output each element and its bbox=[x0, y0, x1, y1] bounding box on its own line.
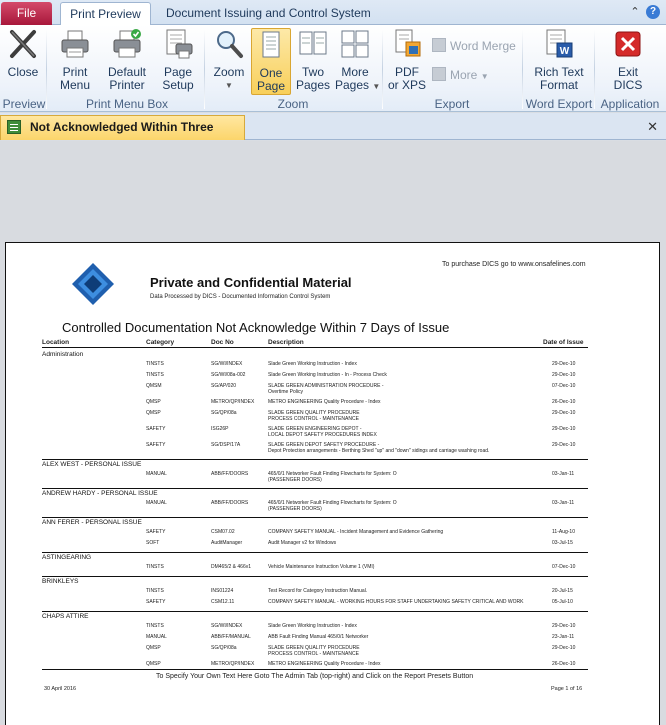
row-description: ABB Fault Finding Manual 465/0/1 Networker bbox=[268, 634, 369, 640]
row-doc-no: METRO/QP/INDEX bbox=[211, 661, 255, 667]
row-date: 20-Jul-15 bbox=[552, 588, 573, 594]
row-category: QMSP bbox=[146, 645, 161, 651]
row-category: TINSTS bbox=[146, 564, 164, 570]
row-date: 11-Aug-10 bbox=[552, 529, 575, 535]
row-description: SLADE GREEN ENGINEERING DEPOT - bbox=[268, 426, 362, 432]
row-date: 29-Dec-10 bbox=[552, 623, 576, 629]
report-icon bbox=[7, 120, 21, 134]
row-category: TINSTS bbox=[146, 623, 164, 629]
group-header: BRINKLEYS bbox=[42, 578, 79, 585]
row-description: METRO ENGINEERING Quality Procedure - Index bbox=[268, 399, 381, 405]
row-description: METRO ENGINEERING Quality Procedure - Index bbox=[268, 661, 381, 667]
row-category: SAFETY bbox=[146, 426, 166, 432]
zoom-dropdown-icon: ▼ bbox=[225, 81, 233, 90]
word-merge-button: Word Merge bbox=[432, 38, 516, 54]
row-category: MANUAL bbox=[146, 471, 167, 477]
row-description-line2: LOCAL DEPOT SAFETY PROCEDURES INDEX bbox=[268, 432, 377, 438]
row-date: 23-Jan-11 bbox=[552, 634, 575, 640]
tab-print-preview[interactable]: Print Preview bbox=[60, 2, 151, 26]
row-doc-no: SG/QP/08a bbox=[211, 645, 237, 651]
row-category: SAFETY bbox=[146, 599, 166, 605]
default-printer-icon bbox=[111, 28, 143, 60]
row-doc-no: CSM07.02 bbox=[211, 529, 235, 535]
row-description-line2: Overtime Policy bbox=[268, 389, 304, 395]
minimize-ribbon-icon[interactable]: ⌃ bbox=[630, 6, 640, 18]
row-description: Slade Green Working Instruction - In - Process Check bbox=[268, 372, 387, 378]
row-category: SOFT bbox=[146, 540, 160, 546]
row-description: Audit Manager v2 for Windows bbox=[268, 540, 337, 546]
row-description: 465/0/1 Networker Fault Finding Flowcharts for System: O bbox=[268, 471, 397, 477]
row-category: SAFETY bbox=[146, 529, 166, 535]
file-tab[interactable]: File bbox=[1, 2, 52, 25]
row-doc-no: SG/AP/020 bbox=[211, 383, 237, 389]
row-date: 29-Dec-10 bbox=[552, 442, 576, 448]
row-doc-no: ABB/FF/DOORS bbox=[211, 500, 249, 506]
row-category: MANUAL bbox=[146, 500, 167, 506]
row-category: MANUAL bbox=[146, 634, 167, 640]
pdf-xps-label: PDF or XPS bbox=[388, 65, 427, 92]
page-setup-label: Page Setup bbox=[162, 65, 194, 92]
row-date: 07-Dec-10 bbox=[552, 383, 576, 389]
svg-text:W: W bbox=[559, 46, 570, 57]
word-document-icon bbox=[543, 28, 575, 60]
row-description: COMPANY SAFETY MANUAL - WORKING HOURS FOR STAFF UNDERTAKING SAFETY CRITICAL AND WORK bbox=[268, 599, 524, 605]
printer-icon bbox=[59, 28, 91, 60]
row-category: SAFETY bbox=[146, 442, 166, 448]
column-header-category: Category bbox=[146, 339, 175, 346]
default-printer-button[interactable] bbox=[104, 28, 150, 92]
row-description: Test Record for Category Instruction Manual. bbox=[268, 588, 368, 594]
tab-document-issuing[interactable]: Document Issuing and Control System bbox=[166, 6, 371, 20]
row-doc-no: SG/DSP/17A bbox=[211, 442, 241, 448]
purchase-note: To purchase DICS go to www.onsafelines.com bbox=[442, 261, 586, 268]
group-divider bbox=[42, 611, 588, 612]
column-header-description: Description bbox=[268, 339, 304, 346]
print-menu-button[interactable] bbox=[56, 28, 94, 92]
group-divider bbox=[42, 576, 588, 577]
more-export-button: More ▼ bbox=[432, 67, 489, 85]
row-category: TINSTS bbox=[146, 361, 164, 367]
page-setup-button[interactable] bbox=[158, 28, 198, 92]
row-doc-no: ABB/FF/DOORS bbox=[211, 471, 249, 477]
print-menu-label: Print Menu bbox=[59, 65, 91, 92]
report-page bbox=[5, 242, 660, 725]
row-category: QMSP bbox=[146, 399, 161, 405]
one-page-button[interactable] bbox=[251, 28, 291, 95]
row-description: SLADE GREEN ADMINISTRATION PROCEDURE - bbox=[268, 383, 384, 389]
exit-dics-label: Exit DICS bbox=[613, 65, 643, 92]
row-description: COMPANY SAFETY MANUAL - Incident Management and Evidence Gathering bbox=[268, 529, 444, 535]
page-setup-icon bbox=[162, 28, 194, 60]
close-preview-button[interactable] bbox=[4, 28, 42, 79]
default-printer-label: Default Printer bbox=[107, 65, 147, 92]
print-preview-area[interactable] bbox=[0, 141, 666, 725]
row-date: 29-Dec-10 bbox=[552, 361, 576, 367]
group-label-zoom: Zoom bbox=[277, 97, 309, 111]
row-description: SLADE GREEN QUALITY PROCEDURE bbox=[268, 645, 360, 651]
row-doc-no: SG/WI/INDEX bbox=[211, 623, 243, 629]
row-date: 03-Jan-11 bbox=[552, 500, 575, 506]
close-x-icon bbox=[7, 28, 39, 60]
more-pages-button[interactable] bbox=[335, 28, 381, 93]
report-object-tab[interactable] bbox=[0, 115, 245, 140]
row-date: 29-Dec-10 bbox=[552, 372, 576, 378]
column-header-location: Location bbox=[42, 339, 70, 346]
row-date: 26-Dec-10 bbox=[552, 399, 576, 405]
group-header: ASTINGEARING bbox=[42, 554, 92, 561]
group-divider bbox=[42, 517, 588, 518]
row-date: 03-Jul-15 bbox=[552, 540, 573, 546]
ribbon-tab-strip bbox=[0, 0, 666, 25]
magnifier-icon bbox=[213, 28, 245, 60]
ribbon bbox=[0, 25, 666, 112]
report-tab-title: Not Acknowledged Within Three bbox=[30, 120, 214, 134]
row-doc-no: AuditManager bbox=[211, 540, 243, 546]
group-label-preview: Preview bbox=[2, 97, 46, 111]
close-report-icon[interactable]: ✕ bbox=[647, 119, 658, 134]
footer-text: To Specify Your Own Text Here Goto The Admin Tab (top-right) and Click on the Report Presets Button bbox=[156, 673, 474, 680]
dics-logo-icon bbox=[70, 261, 116, 307]
row-doc-no: SG/QP/08a bbox=[211, 410, 237, 416]
exit-dics-button[interactable] bbox=[608, 28, 648, 92]
row-description: Slade Green Working Instruction - Index bbox=[268, 623, 357, 629]
row-date: 29-Dec-10 bbox=[552, 645, 576, 651]
more-pages-icon bbox=[339, 28, 371, 60]
pdf-xps-icon bbox=[391, 28, 423, 60]
more-pages-label: More Pages ▼ bbox=[335, 65, 381, 92]
row-category: TINSTS bbox=[146, 588, 164, 594]
row-category: QMSP bbox=[146, 410, 161, 416]
row-description-line2: PROCESS CONTROL - MAINTENANCE bbox=[268, 651, 359, 657]
header-rule bbox=[42, 347, 588, 348]
group-header: ANN FERER - PERSONAL ISSUE bbox=[42, 519, 142, 526]
row-doc-no: METRO/QP/INDEX bbox=[211, 399, 255, 405]
row-category: QMSP bbox=[146, 661, 161, 667]
row-date: 03-Jan-11 bbox=[552, 471, 575, 477]
row-doc-no: CSM12.11 bbox=[211, 599, 235, 605]
row-description-line2: (PASSENGER DOORS) bbox=[268, 506, 322, 512]
two-pages-icon bbox=[297, 28, 329, 60]
row-doc-no: SG/WI/08a-002 bbox=[211, 372, 246, 378]
group-label-word-export: Word Export bbox=[525, 97, 593, 111]
row-date: 07-Dec-10 bbox=[552, 564, 576, 570]
zoom-button[interactable] bbox=[210, 28, 248, 92]
group-divider bbox=[42, 488, 588, 489]
row-description-line2: PROCESS CONTROL - MAINTENANCE bbox=[268, 416, 359, 422]
pdf-xps-export-button[interactable] bbox=[388, 28, 426, 92]
word-merge-icon bbox=[432, 38, 446, 52]
group-label-application: Application bbox=[600, 97, 660, 111]
row-description: Vehicle Maintenance Instruction Volume 1 (VMI) bbox=[268, 564, 375, 570]
row-date: 29-Dec-10 bbox=[552, 410, 576, 416]
row-doc-no: ABB/FF/MANUAL bbox=[211, 634, 251, 640]
row-description: Slade Green Working Instruction - Index bbox=[268, 361, 357, 367]
report-title: Private and Confidential Material bbox=[150, 275, 352, 290]
report-heading: Controlled Documentation Not Acknowledge Within 7 Days of Issue bbox=[62, 320, 450, 335]
object-tab-bar bbox=[0, 113, 666, 140]
row-doc-no: INS01224 bbox=[211, 588, 234, 594]
zoom-label: Zoom bbox=[213, 65, 245, 79]
rich-text-format-button[interactable] bbox=[530, 28, 588, 92]
row-doc-no: DM465/2 & 466v1 bbox=[211, 564, 252, 570]
help-icon[interactable]: ? bbox=[646, 5, 660, 19]
report-subtitle: Data Processed by DICS - Documented Information Control System bbox=[150, 294, 331, 300]
row-doc-no: SG/WI/INDEX bbox=[211, 361, 243, 367]
group-label-export: Export bbox=[434, 97, 470, 111]
row-description: 465/0/1 Networker Fault Finding Flowcharts for System: O bbox=[268, 500, 397, 506]
one-page-label: One Page bbox=[256, 66, 286, 93]
row-date: 29-Dec-10 bbox=[552, 426, 576, 432]
row-date: 26-Dec-10 bbox=[552, 661, 576, 667]
group-header: ALEX WEST - PERSONAL ISSUE bbox=[42, 461, 142, 468]
two-pages-button[interactable] bbox=[295, 28, 331, 92]
row-description-line2: (PASSENGER DOORS) bbox=[268, 477, 322, 483]
footer-page-number: Page 1 of 16 bbox=[551, 686, 583, 692]
close-label: Close bbox=[7, 65, 39, 79]
row-category: QMSM bbox=[146, 383, 162, 389]
footer-rule bbox=[42, 669, 588, 670]
two-pages-label: Two Pages bbox=[295, 65, 331, 92]
rich-text-label: Rich Text Format bbox=[534, 65, 584, 92]
row-category: TINSTS bbox=[146, 372, 164, 378]
exit-icon bbox=[612, 28, 644, 60]
one-page-icon bbox=[255, 29, 287, 61]
column-header-doc-no: Doc No bbox=[211, 339, 234, 346]
group-header: ANDREW HARDY - PERSONAL ISSUE bbox=[42, 490, 158, 497]
group-header: Administration bbox=[42, 351, 84, 358]
group-divider bbox=[42, 552, 588, 553]
more-export-icon bbox=[432, 67, 446, 81]
row-description: SLADE GREEN DEPOT SAFETY PROCEDURE - bbox=[268, 442, 380, 448]
row-description: SLADE GREEN QUALITY PROCEDURE bbox=[268, 410, 360, 416]
row-date: 05-Jul-10 bbox=[552, 599, 573, 605]
footer-date: 30 April 2016 bbox=[44, 686, 77, 692]
group-label-print-menu-box: Print Menu Box bbox=[85, 97, 169, 111]
group-header: CHAPS ATTIRE bbox=[42, 613, 89, 620]
row-doc-no: ISG26P bbox=[211, 426, 229, 432]
column-header-date: Date of Issue bbox=[543, 339, 584, 346]
row-description-line2: Depot Protection arrangements - Berthing Shed "up" and "down" sidings and carriage washing road. bbox=[268, 448, 490, 454]
group-divider bbox=[42, 459, 588, 460]
